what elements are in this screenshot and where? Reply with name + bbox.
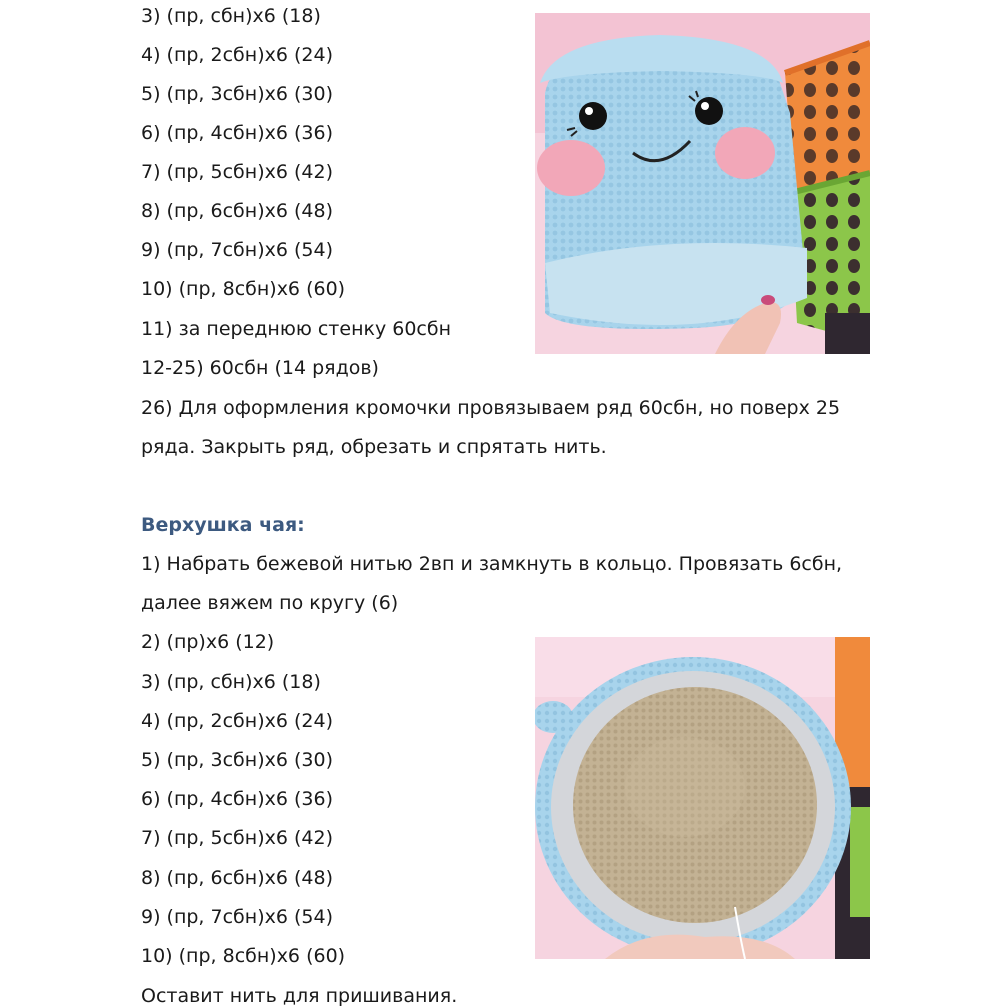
pattern-step: 3) (пр, сбн)х6 (18) <box>141 5 321 27</box>
pattern-step: ряда. Закрыть ряд, обрезать и спрятать нить. <box>141 436 607 458</box>
pattern-step: 3) (пр, сбн)х6 (18) <box>141 671 321 693</box>
pattern-step: 7) (пр, 5сбн)х6 (42) <box>141 827 333 849</box>
crochet-cup-face-image <box>535 13 870 354</box>
pattern-step: 6) (пр, 4сбн)х6 (36) <box>141 122 333 144</box>
pattern-step: 4) (пр, 2сбн)х6 (24) <box>141 710 333 732</box>
pattern-step: 4) (пр, 2сбн)х6 (24) <box>141 44 333 66</box>
section-heading: Верхушка чая: <box>141 514 305 536</box>
pattern-step: 8) (пр, 6сбн)х6 (48) <box>141 867 333 889</box>
pattern-step: 5) (пр, 3сбн)х6 (30) <box>141 83 333 105</box>
pattern-step: 12-25) 60сбн (14 рядов) <box>141 357 379 379</box>
pattern-step: 11) за переднюю стенку 60сбн <box>141 318 452 340</box>
pattern-step: 10) (пр, 8сбн)х6 (60) <box>141 945 346 967</box>
crochet-cup-top-image <box>535 637 870 959</box>
pattern-step: 26) Для оформления кромочки провязываем ряд 60сбн, но поверх 25 <box>141 397 841 419</box>
pattern-step: 8) (пр, 6сбн)х6 (48) <box>141 200 333 222</box>
pattern-step: 9) (пр, 7сбн)х6 (54) <box>141 239 333 261</box>
pattern-step: далее вяжем по кругу (6) <box>141 592 399 614</box>
pattern-step: 6) (пр, 4сбн)х6 (36) <box>141 788 333 810</box>
pattern-step: Оставит нить для пришивания. <box>141 985 458 1007</box>
pattern-step: 9) (пр, 7сбн)х6 (54) <box>141 906 333 928</box>
pattern-step: 7) (пр, 5сбн)х6 (42) <box>141 161 333 183</box>
pattern-step: 5) (пр, 3сбн)х6 (30) <box>141 749 333 771</box>
pattern-step: 1) Набрать бежевой нитью 2вп и замкнуть в кольцо. Провязать 6сбн, <box>141 553 843 575</box>
pattern-step: 10) (пр, 8сбн)х6 (60) <box>141 278 346 300</box>
pattern-step: 2) (пр)х6 (12) <box>141 631 275 653</box>
